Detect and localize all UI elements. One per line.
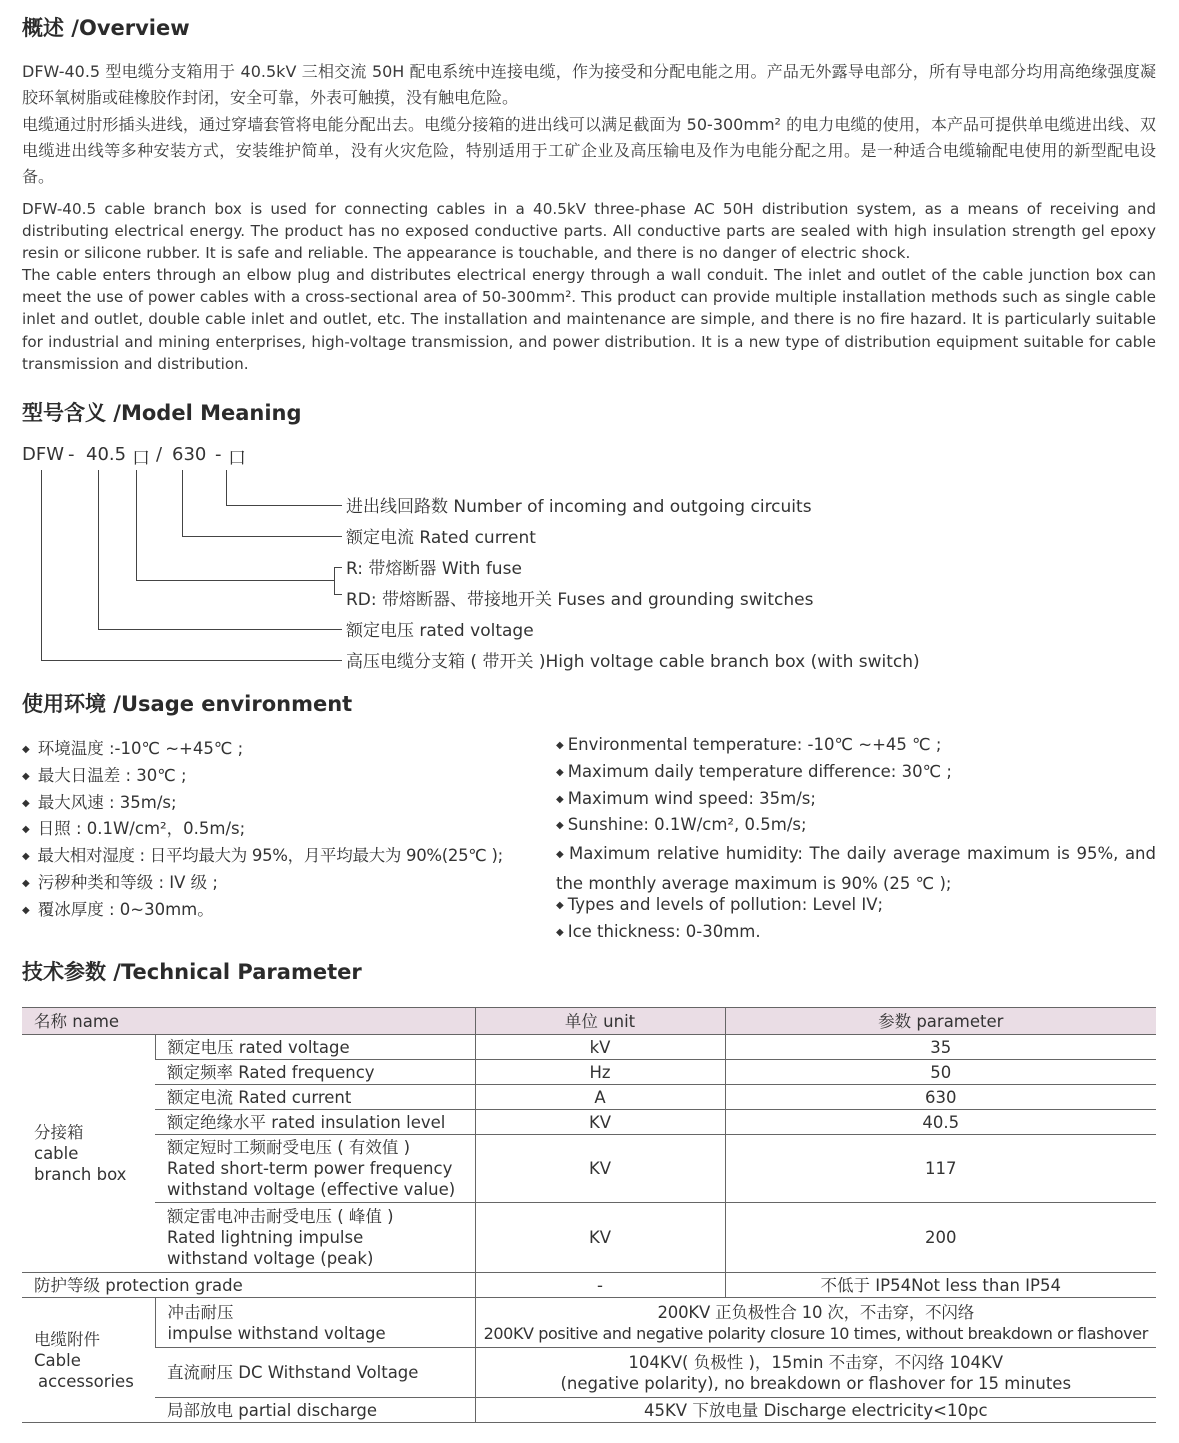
usage-title: 使用环境 /Usage environment [22, 692, 353, 716]
table-row [22, 1085, 1156, 1110]
model-code-slash: / [156, 444, 163, 465]
connector-series-v [41, 470, 42, 660]
usage-en-item: ◆ Environmental temperature: -10℃ ~+45 ℃ ; [556, 735, 942, 754]
usage-en-item: ◆ Maximum relative humidity: The daily average maximum is 95%, and the monthly average maximum is 90% (25 ℃ ); [556, 844, 1156, 893]
bullet-icon: ◆ [556, 900, 564, 911]
overview-title: 概述 /Overview [22, 16, 190, 40]
table-header-row [22, 1008, 1156, 1035]
bullet-icon: ◆ [556, 767, 564, 778]
table-row [22, 1135, 1156, 1203]
connector-fuse-bracket [334, 567, 335, 594]
row-name: 直流耐压 DC Withstand Voltage [155, 1348, 475, 1398]
protection-name: 防护等级 protection grade [22, 1273, 475, 1298]
table-row [22, 1203, 1156, 1273]
usage-cn-item: ◆ 覆冰厚度 : 0~30mm。 [22, 900, 214, 919]
model-code-voltage: 40.5 [86, 444, 127, 465]
usage-en-item: ◆ Types and levels of pollution: Level IV; [556, 895, 884, 914]
bullet-icon: ◆ [556, 740, 564, 751]
usage-cn-item: ◆ 污秽种类和等级 : IV 级 ; [22, 873, 218, 892]
group-label-en: branch box [34, 1165, 127, 1184]
technical-title: 技术参数 /Technical Parameter [22, 960, 362, 984]
row-name: 额定电流 Rated current [155, 1085, 475, 1110]
row-param: 40.5 [725, 1110, 1156, 1135]
overview-en-paragraph-2: The cable enters through an elbow plug and distributes electrical energy through a wall conduit. The inlet and outlet of the cable junction box can meet the use of power cables with a cross-sectional area of 50-300mm². This product can provide multiple installation methods such as single cable inlet and outlet, double cable inlet and outlet, etc. The installation and maintenance are simple, and there is no fire hazard. It is particularly suitable for industrial and mining enterprises, high-voltage transmission, and power distribution. It is a new type of distribution equipment suitable for cable transmission and distribution. [22, 266, 1156, 373]
group-cable-branch-box [22, 1035, 155, 1273]
group-label-en: cable [34, 1144, 79, 1163]
row-param: 104KV( 负极性 )，15min 不击穿，不闪络 104KV (negative polarity), no breakdown or flashover for 15 minutes [475, 1348, 1156, 1398]
row-name: 局部放电 partial discharge [155, 1398, 475, 1423]
table-row [22, 1398, 1156, 1423]
model-code-circuits-box: 口 [228, 448, 246, 469]
connector-circuits-h [226, 505, 342, 506]
overview-cn-paragraph-1: DFW-40.5 型电缆分支箱用于 40.5kV 三相交流 50H 配电系统中连接电缆，作为接受和分配电能之用。产品无外露导电部分，所有导电部分均用高绝缘强度凝胶环氧树脂或硅橡胶作封闭，安全可靠，外表可触摸，没有触电危险。 [22, 62, 1156, 107]
row-name: 额定电压 rated voltage [155, 1035, 475, 1060]
row-unit: KV [475, 1203, 725, 1273]
protection-unit: - [475, 1273, 725, 1298]
usage-cn-item: ◆ 最大相对湿度 : 日平均最大为 95%，月平均最大为 90%(25℃ ); [22, 846, 503, 865]
usage-cn-item: ◆ 环境温度 :-10℃ ~+45℃ ; [22, 739, 244, 758]
group-label-en: Cable [34, 1350, 81, 1370]
bullet-icon: ◆ [22, 771, 30, 782]
row-param: 50 [725, 1060, 1156, 1085]
group-label-cn: 分接箱 [34, 1123, 84, 1142]
row-name: 冲击耐压 impulse withstand voltage [155, 1298, 475, 1348]
row-param: 117 [725, 1135, 1156, 1203]
model-label-fuse-ground: RD: 带熔断器、带接地开关 Fuses and grounding switches [346, 590, 814, 610]
table-row [22, 1035, 1156, 1060]
connector-voltage-h [98, 629, 342, 630]
row-unit: kV [475, 1035, 725, 1060]
model-label-fuse: R: 带熔断器 With fuse [346, 559, 522, 579]
bullet-icon: ◆ [22, 798, 30, 809]
table-row [22, 1110, 1156, 1135]
row-name: 额定频率 Rated frequency [155, 1060, 475, 1085]
model-code-fuse-box: 口 [132, 448, 150, 469]
row-unit: A [475, 1085, 725, 1110]
row-param: 200 [725, 1203, 1156, 1273]
connector-circuits-v [226, 470, 227, 505]
group-label-cn: 电缆附件 [34, 1329, 100, 1349]
connector-series-h [41, 660, 342, 661]
table-row [22, 1348, 1156, 1398]
row-unit: Hz [475, 1060, 725, 1085]
connector-fuse-v [136, 470, 137, 580]
usage-cn-item: ◆ 最大风速 : 35m/s; [22, 793, 177, 812]
usage-cn-item: ◆ 最大日温差 : 30℃ ; [22, 766, 187, 785]
connector-current-v [182, 470, 183, 536]
row-param: 45KV 下放电量 Discharge electricity<10pc [475, 1398, 1156, 1423]
usage-en-item: ◆ Maximum wind speed: 35m/s; [556, 789, 816, 808]
header-name: 名称 name [22, 1008, 475, 1035]
bullet-icon: ◆ [22, 851, 30, 862]
group-label-en: accessories [38, 1371, 134, 1391]
bullet-icon: ◆ [556, 794, 564, 805]
model-title: 型号含义 /Model Meaning [22, 401, 302, 425]
row-param: 630 [725, 1085, 1156, 1110]
header-parameter: 参数 parameter [725, 1008, 1156, 1035]
connector-fuse-bracket-top [334, 567, 342, 568]
technical-parameter-table [22, 1007, 1156, 1423]
header-unit: 单位 unit [475, 1008, 725, 1035]
table-row [22, 1273, 1156, 1298]
row-name: 额定绝缘水平 rated insulation level [155, 1110, 475, 1135]
connector-current-h [182, 536, 342, 537]
connector-voltage-v [98, 470, 99, 629]
model-label-current: 额定电流 Rated current [346, 528, 536, 548]
overview-en-paragraph-1: DFW-40.5 cable branch box is used for connecting cables in a 40.5kV three-phase AC 50H distribution system, as a means of receiving and distributing electrical energy. The product has no exposed conductive parts. All conductive parts are sealed with high insulation strength gel epoxy resin or silicone rubber. It is safe and reliable. The appearance is touchable, and there is no danger of electric shock. [22, 200, 1156, 263]
row-param: 35 [725, 1035, 1156, 1060]
model-label-circuits: 进出线回路数 Number of incoming and outgoing circuits [346, 497, 812, 517]
usage-en-item: ◆ Sunshine: 0.1W/cm², 0.5m/s; [556, 815, 807, 834]
bullet-icon: ◆ [22, 878, 30, 889]
usage-en-item: ◆ Ice thickness: 0-30mm. [556, 922, 761, 941]
model-code-dash-2: - [215, 444, 222, 465]
bullet-icon: ◆ [556, 927, 564, 938]
bullet-icon: ◆ [556, 849, 566, 860]
model-code-dash-1: - [68, 444, 75, 465]
model-code-current: 630 [172, 444, 207, 465]
row-unit: KV [475, 1110, 725, 1135]
bullet-icon: ◆ [22, 744, 30, 755]
row-unit: KV [475, 1135, 725, 1203]
model-label-series: 高压电缆分支箱 ( 带开关 )High voltage cable branch box (with switch) [346, 652, 920, 672]
connector-fuse-bracket-bottom [334, 594, 342, 595]
protection-param: 不低于 IP54Not less than IP54 [725, 1273, 1156, 1298]
table-row [22, 1060, 1156, 1085]
bullet-icon: ◆ [556, 820, 564, 831]
usage-en-item: ◆ Maximum daily temperature difference: 30℃ ; [556, 762, 952, 781]
group-cable-accessories [22, 1298, 155, 1423]
bullet-icon: ◆ [22, 824, 30, 835]
row-name: 额定短时工频耐受电压 ( 有效值 ) Rated short-term power frequency withstand voltage (effective value) [155, 1135, 475, 1203]
model-code-series: DFW [22, 444, 65, 465]
usage-cn-item: ◆ 日照 : 0.1W/cm²，0.5m/s; [22, 819, 246, 838]
connector-fuse-h [136, 580, 334, 581]
model-label-voltage: 额定电压 rated voltage [346, 621, 534, 641]
row-param: 200KV 正负极性合 10 次，不击穿，不闪络 200KV positive and negative polarity closure 10 times, without breakdown or flashover [475, 1298, 1156, 1348]
row-name: 额定雷电冲击耐受电压 ( 峰值 ) Rated lightning impulse withstand voltage (peak) [155, 1203, 475, 1273]
table-row [22, 1298, 1156, 1348]
overview-cn-paragraph-2: 电缆通过肘形插头进线，通过穿墙套管将电能分配出去。电缆分接箱的进出线可以满足截面为 50-300mm² 的电力电缆的使用，本产品可提供单电缆进出线、双电缆进出线等多种安装方式，安装维护简单，没有火灾危险，特别适用于工矿企业及高压输电及作为电能分配之用。是一种适合电缆输配电使用的新型配电设备。 [22, 115, 1156, 186]
bullet-icon: ◆ [22, 905, 30, 916]
